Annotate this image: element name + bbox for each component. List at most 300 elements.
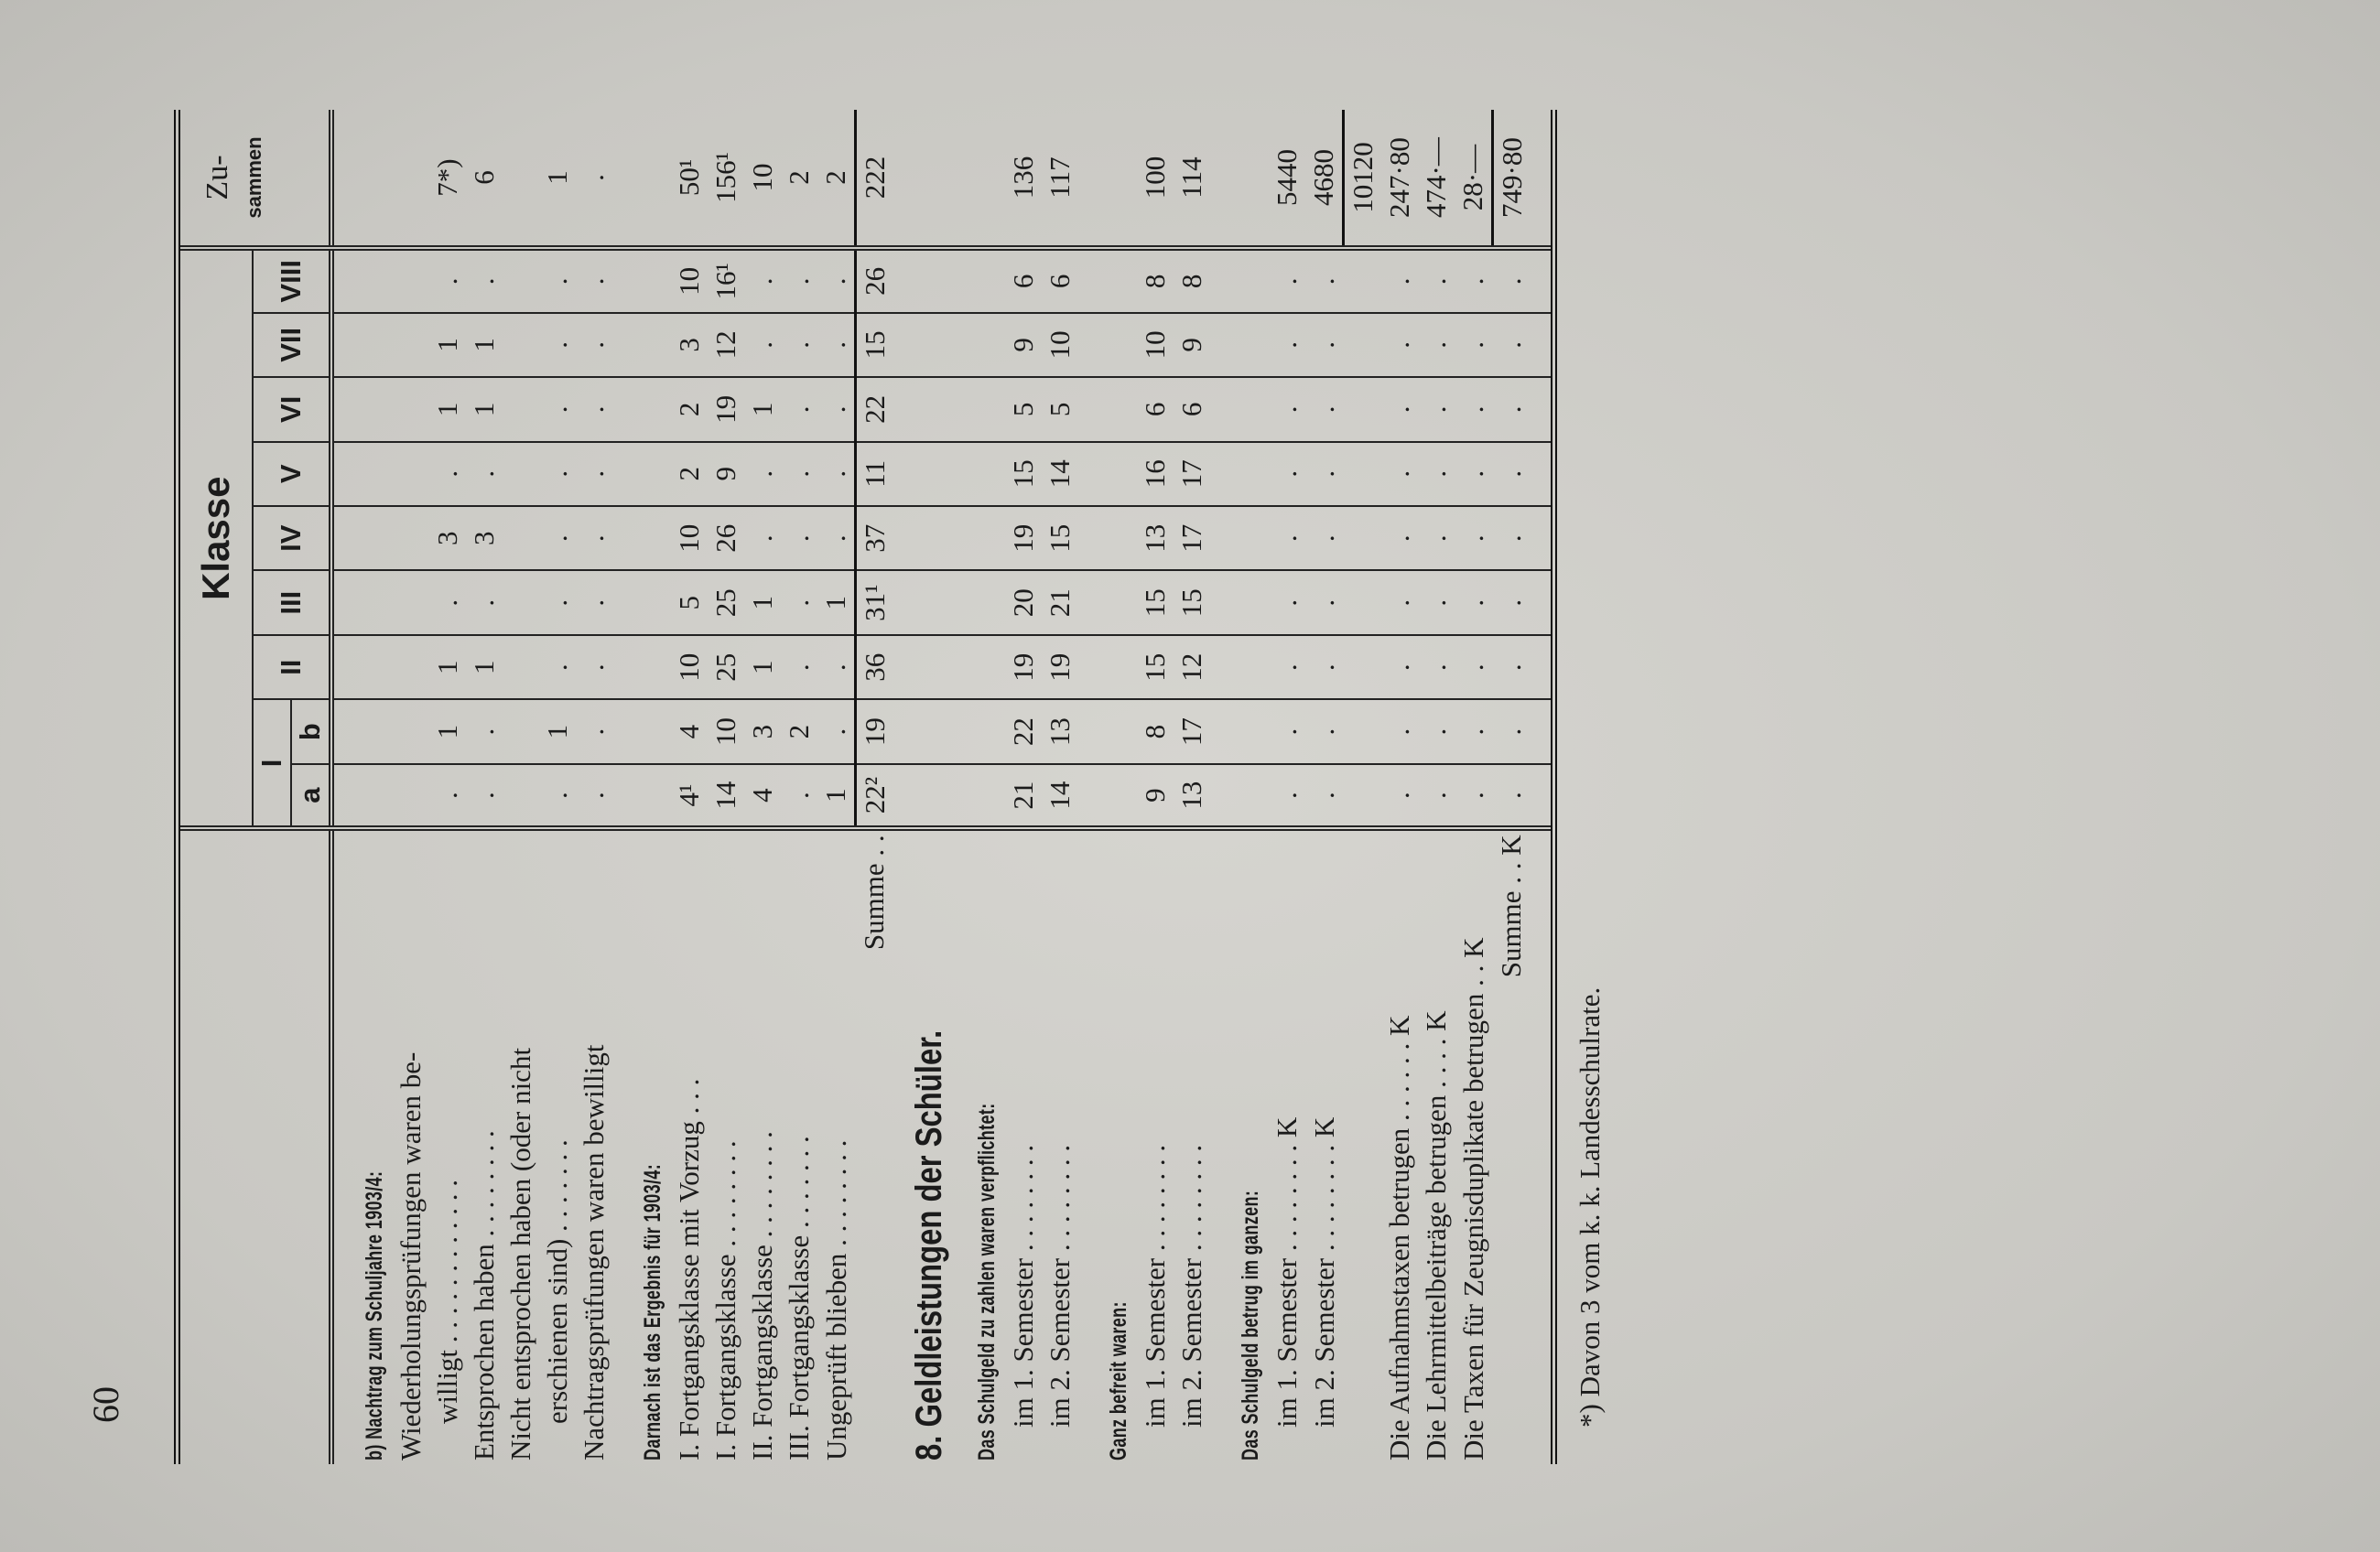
- value-cell: .: [576, 764, 612, 828]
- value-cell: 1: [466, 313, 503, 377]
- value-cell: 9: [1005, 313, 1042, 377]
- value-cell: .: [817, 506, 856, 570]
- table-row: [1005, 110, 1042, 1464]
- total-cell: 10: [744, 110, 781, 248]
- value-cell: 10: [1042, 313, 1078, 377]
- value-cell: .: [576, 506, 612, 570]
- value-cell: 6: [1137, 377, 1174, 441]
- money-row: [1455, 110, 1493, 1464]
- table-row: [817, 110, 856, 1464]
- total-cell: 2: [817, 110, 856, 248]
- value-cell: .: [781, 570, 817, 634]
- footnote: *) Davon 3 vom k. k. Landesschulrate.: [1574, 986, 1606, 1428]
- dot-cell: .: [1418, 764, 1455, 828]
- col-Ia: a: [291, 764, 331, 828]
- total-cell: 100: [1137, 110, 1174, 248]
- value-cell: 14: [708, 764, 744, 828]
- zusammen-label: Zu-: [200, 155, 234, 200]
- money-row: [1493, 110, 1531, 1464]
- dot-cell: .: [1418, 377, 1455, 441]
- value-cell: .: [576, 570, 612, 634]
- value-cell: .: [817, 699, 856, 763]
- value-cell: 10: [671, 635, 708, 699]
- dot-cell: .: [1381, 313, 1418, 377]
- value-cell: [393, 764, 429, 828]
- header-row-klasse: [178, 110, 254, 1464]
- dot-cell: .: [1455, 248, 1493, 313]
- value-cell: .: [539, 506, 576, 570]
- value-cell: 1: [817, 570, 856, 634]
- money-total: 749·80: [1493, 110, 1531, 248]
- value-cell: [503, 506, 539, 570]
- ergebnis-title-row: [633, 110, 671, 1464]
- row-label: im 1. Semester . . . . . . . .: [1137, 828, 1174, 1464]
- value-cell: 1: [744, 570, 781, 634]
- value-cell: .: [744, 506, 781, 570]
- value-cell: .: [744, 313, 781, 377]
- value-cell: 1: [466, 377, 503, 441]
- table-row: [576, 110, 612, 1464]
- dot-cell: .: [1381, 377, 1418, 441]
- page-number: 60: [85, 1386, 126, 1423]
- value-cell: 1: [466, 635, 503, 699]
- dot-cell: .: [1269, 506, 1305, 570]
- col-VI: VI: [253, 377, 331, 441]
- value-cell: 21: [1042, 570, 1078, 634]
- summe-label: Summe . .: [856, 828, 894, 1464]
- row-label: Ungeprüft blieben . . . . . . . .: [817, 828, 856, 1464]
- dot-cell: .: [1455, 570, 1493, 634]
- value-cell: 1: [429, 377, 466, 441]
- value-cell: .: [576, 248, 612, 313]
- value-cell: .: [781, 442, 817, 506]
- col-III: III: [253, 570, 331, 634]
- table-row: [671, 110, 708, 1464]
- dot-cell: .: [1269, 570, 1305, 634]
- table-row: [744, 110, 781, 1464]
- value-cell: [503, 764, 539, 828]
- value-cell: 9: [1174, 313, 1210, 377]
- value-cell: .: [429, 442, 466, 506]
- total-cell: [503, 110, 539, 248]
- document-page: [137, 110, 2307, 1464]
- total-cell: 50¹: [671, 110, 708, 248]
- row-label: Entsprochen haben . . . . . . . .: [466, 828, 503, 1464]
- value-cell: .: [817, 377, 856, 441]
- value-cell: [393, 699, 429, 763]
- total-cell: 1: [539, 110, 576, 248]
- value-cell: 19: [856, 699, 894, 763]
- value-cell: 10: [708, 699, 744, 763]
- money-label: im 1. Semester . . . . . . . . K: [1269, 828, 1305, 1464]
- money-total: 28·—: [1455, 110, 1493, 248]
- dot-cell: .: [1381, 506, 1418, 570]
- table-row: [466, 110, 503, 1464]
- value-cell: 4: [744, 764, 781, 828]
- value-cell: .: [539, 313, 576, 377]
- dot-cell: .: [1493, 506, 1531, 570]
- value-cell: 14: [1042, 442, 1078, 506]
- value-cell: 1: [744, 635, 781, 699]
- dot-cell: .: [1305, 570, 1344, 634]
- value-cell: 15: [1137, 570, 1174, 634]
- value-cell: .: [781, 248, 817, 313]
- value-cell: 36: [856, 635, 894, 699]
- value-cell: 5: [1005, 377, 1042, 441]
- value-cell: [503, 248, 539, 313]
- value-cell: [393, 570, 429, 634]
- total-cell: 156¹: [708, 110, 744, 248]
- row-label: Nicht entsprochen haben (oder nicht: [503, 828, 539, 1464]
- dot-cell: .: [1493, 764, 1531, 828]
- dot-cell: .: [1269, 248, 1305, 313]
- col-IV: IV: [253, 506, 331, 570]
- value-cell: .: [466, 699, 503, 763]
- schulgeld-title-row: [967, 110, 1005, 1464]
- row-label: III. Fortgangsklasse . . . . . . .: [781, 828, 817, 1464]
- table-row: [1174, 110, 1210, 1464]
- nachtrag-rows: [393, 110, 612, 1464]
- dot-cell: .: [1493, 570, 1531, 634]
- row-label: I. Fortgangsklasse . . . . . . . .: [708, 828, 744, 1464]
- value-cell: 4: [671, 699, 708, 763]
- dot-cell: .: [1381, 699, 1418, 763]
- value-cell: [503, 699, 539, 763]
- value-cell: [393, 248, 429, 313]
- value-cell: 8: [1137, 699, 1174, 763]
- value-cell: 22: [856, 377, 894, 441]
- value-cell: 8: [1137, 248, 1174, 313]
- row-label: erschienen sind) . . . . . . .: [539, 828, 576, 1464]
- dot-cell: .: [1305, 506, 1344, 570]
- dot-cell: .: [1418, 442, 1455, 506]
- value-cell: 5: [671, 570, 708, 634]
- value-cell: .: [817, 442, 856, 506]
- value-cell: 14: [1042, 764, 1078, 828]
- value-cell: .: [817, 635, 856, 699]
- col-Ib: b: [291, 699, 331, 763]
- value-cell: 15: [1137, 635, 1174, 699]
- total-cell: 136: [1005, 110, 1042, 248]
- value-cell: 15: [1005, 442, 1042, 506]
- dot-cell: .: [1305, 248, 1344, 313]
- dot-cell: .: [1455, 635, 1493, 699]
- value-cell: 4¹: [671, 764, 708, 828]
- dot-cell: .: [1493, 442, 1531, 506]
- value-cell: 19: [1042, 635, 1078, 699]
- value-cell: 15: [1042, 506, 1078, 570]
- value-cell: .: [539, 635, 576, 699]
- value-cell: 13: [1042, 699, 1078, 763]
- dot-cell: .: [1418, 570, 1455, 634]
- col-I: I: [253, 699, 291, 828]
- value-cell: 2: [671, 442, 708, 506]
- table-row: [1137, 110, 1174, 1464]
- row-label: willigt . . . . . . . . . . . .: [429, 828, 466, 1464]
- value-cell: .: [466, 570, 503, 634]
- row-label: im 2. Semester . . . . . . . .: [1174, 828, 1210, 1464]
- value-cell: 15: [1174, 570, 1210, 634]
- value-cell: .: [539, 442, 576, 506]
- value-cell: .: [539, 377, 576, 441]
- dot-cell: .: [1381, 635, 1418, 699]
- value-cell: 10: [671, 506, 708, 570]
- money-row: [1269, 110, 1305, 1464]
- value-cell: [393, 313, 429, 377]
- value-cell: 11: [856, 442, 894, 506]
- value-cell: .: [576, 699, 612, 763]
- geld-title-row: [893, 110, 967, 1464]
- total-cell: 7*): [429, 110, 466, 248]
- value-cell: 2: [781, 699, 817, 763]
- dot-cell: .: [1269, 442, 1305, 506]
- value-cell: 26: [856, 248, 894, 313]
- value-cell: .: [576, 313, 612, 377]
- betrug-rows: [1269, 110, 1344, 1464]
- table-row: [781, 110, 817, 1464]
- dot-cell: .: [1381, 442, 1418, 506]
- klasse-heading: Klasse: [178, 248, 254, 828]
- schulgeld-rows: [1005, 110, 1078, 1464]
- betrug-title: Das Schulgeld betrug im ganzen:: [1238, 1190, 1263, 1460]
- value-cell: .: [817, 248, 856, 313]
- money-row: [1305, 110, 1344, 1464]
- row-label: Wiederholungsprüfungen waren be-: [393, 828, 429, 1464]
- col-V: V: [253, 442, 331, 506]
- value-cell: .: [781, 635, 817, 699]
- value-cell: .: [781, 764, 817, 828]
- row-label: I. Fortgangsklasse mit Vorzug . . .: [671, 828, 708, 1464]
- dot-cell: .: [1269, 313, 1305, 377]
- value-cell: .: [781, 377, 817, 441]
- money-total: 5440: [1269, 110, 1305, 248]
- value-cell: 16¹: [708, 248, 744, 313]
- value-cell: 6: [1042, 248, 1078, 313]
- value-cell: [393, 506, 429, 570]
- zusammen-heading: [178, 110, 292, 248]
- money-row: [1381, 110, 1418, 1464]
- value-cell: [503, 313, 539, 377]
- betrug-sum: 10120: [1344, 110, 1382, 248]
- table-row: [539, 110, 576, 1464]
- dot-cell: .: [1269, 699, 1305, 763]
- dot-cell: .: [1455, 506, 1493, 570]
- schulgeld-title: Das Schulgeld zu zahlen waren verpflichtet:: [974, 1103, 1000, 1460]
- money-label: Die Lehrmittelbeiträge betrugen . . . . K: [1418, 828, 1455, 1464]
- value-cell: .: [539, 764, 576, 828]
- value-cell: 6: [1005, 248, 1042, 313]
- value-cell: 13: [1137, 506, 1174, 570]
- value-cell: .: [781, 313, 817, 377]
- value-cell: 9: [708, 442, 744, 506]
- value-cell: .: [744, 442, 781, 506]
- summe-row: [856, 110, 894, 1464]
- value-cell: 17: [1174, 699, 1210, 763]
- row-label: Nachtragsprüfungen waren bewilligt: [576, 828, 612, 1464]
- value-cell: 21: [1005, 764, 1042, 828]
- betrug-sum-row: [1344, 110, 1382, 1464]
- value-cell: 12: [708, 313, 744, 377]
- value-cell: 26: [708, 506, 744, 570]
- table-row: [429, 110, 466, 1464]
- value-cell: 3: [671, 313, 708, 377]
- zusammen-label-2: sammen: [242, 136, 265, 219]
- betrug-title-row: [1230, 110, 1269, 1464]
- value-cell: 3: [744, 699, 781, 763]
- value-cell: 15: [856, 313, 894, 377]
- value-cell: 1: [744, 377, 781, 441]
- dot-cell: .: [1305, 699, 1344, 763]
- dot-cell: .: [1455, 313, 1493, 377]
- value-cell: 9: [1137, 764, 1174, 828]
- ergebnis-summe: [856, 110, 894, 1464]
- total-cell: [393, 110, 429, 248]
- value-cell: [393, 635, 429, 699]
- dot-cell: .: [1493, 248, 1531, 313]
- nachtrag-title: b) Nachtrag zum Schuljahre 1903/4:: [362, 1170, 387, 1460]
- value-cell: 16: [1137, 442, 1174, 506]
- befreit-rows: [1137, 110, 1210, 1464]
- value-cell: [503, 570, 539, 634]
- dot-cell: .: [1269, 764, 1305, 828]
- value-cell: .: [429, 248, 466, 313]
- dot-cell: .: [1493, 313, 1531, 377]
- dot-cell: .: [1418, 635, 1455, 699]
- value-cell: 22: [1005, 699, 1042, 763]
- table-row: [708, 110, 744, 1464]
- value-cell: 22²: [856, 764, 894, 828]
- value-cell: 10: [671, 248, 708, 313]
- dot-cell: .: [1455, 377, 1493, 441]
- statistics-table: [174, 110, 1557, 1464]
- dot-cell: .: [1305, 377, 1344, 441]
- value-cell: 3: [466, 506, 503, 570]
- befreit-title-row: [1098, 110, 1137, 1464]
- money-total: 474·—: [1418, 110, 1455, 248]
- dot-cell: .: [1418, 506, 1455, 570]
- dot-cell: .: [1418, 248, 1455, 313]
- value-cell: .: [817, 313, 856, 377]
- value-cell: 13: [1174, 764, 1210, 828]
- dot-cell: .: [1493, 699, 1531, 763]
- value-cell: 25: [708, 570, 744, 634]
- value-cell: .: [429, 570, 466, 634]
- value-cell: .: [539, 570, 576, 634]
- dot-cell: .: [1418, 699, 1455, 763]
- table-row: [1042, 110, 1078, 1464]
- total-cell: 114: [1174, 110, 1210, 248]
- value-cell: .: [576, 635, 612, 699]
- total-cell: 6: [466, 110, 503, 248]
- value-cell: 17: [1174, 506, 1210, 570]
- value-cell: [503, 377, 539, 441]
- value-cell: 31¹: [856, 570, 894, 634]
- value-cell: 1: [429, 699, 466, 763]
- dot-cell: .: [1455, 442, 1493, 506]
- dot-cell: .: [1305, 764, 1344, 828]
- dot-cell: .: [1381, 764, 1418, 828]
- dot-cell: .: [1305, 442, 1344, 506]
- value-cell: 19: [708, 377, 744, 441]
- value-cell: 2: [671, 377, 708, 441]
- dot-cell: .: [1455, 764, 1493, 828]
- value-cell: 1: [539, 699, 576, 763]
- total-cell: 117: [1042, 110, 1078, 248]
- value-cell: [503, 442, 539, 506]
- value-cell: .: [576, 442, 612, 506]
- dot-cell: .: [1305, 313, 1344, 377]
- total-cell: .: [576, 110, 612, 248]
- value-cell: [503, 635, 539, 699]
- value-cell: 8: [1174, 248, 1210, 313]
- col-VIII: VIII: [253, 248, 331, 313]
- value-cell: [393, 377, 429, 441]
- value-cell: 37: [856, 506, 894, 570]
- value-cell: 25: [708, 635, 744, 699]
- value-cell: 6: [1174, 377, 1210, 441]
- dot-cell: .: [1269, 377, 1305, 441]
- table-row: [503, 110, 539, 1464]
- table-row: [393, 110, 429, 1464]
- row-label: im 1. Semester . . . . . . . .: [1005, 828, 1042, 1464]
- nachtrag-title-row: [354, 110, 393, 1464]
- value-cell: 1: [817, 764, 856, 828]
- value-cell: [393, 442, 429, 506]
- money-total: 4680: [1305, 110, 1344, 248]
- value-cell: 1: [429, 635, 466, 699]
- ergebnis-rows: [671, 110, 856, 1464]
- total-cell: 222: [856, 110, 894, 248]
- value-cell: 20: [1005, 570, 1042, 634]
- value-cell: .: [539, 248, 576, 313]
- total-cell: 2: [781, 110, 817, 248]
- value-cell: 10: [1137, 313, 1174, 377]
- dot-cell: .: [1493, 377, 1531, 441]
- taxen-rows: [1381, 110, 1531, 1464]
- value-cell: .: [466, 442, 503, 506]
- geld-title: 8. Geldleistungen der Schüler.: [908, 1029, 949, 1460]
- value-cell: 3: [429, 506, 466, 570]
- money-label: Die Taxen für Zeugnisduplikate betrugen . . K: [1455, 828, 1493, 1464]
- money-total: 247·80: [1381, 110, 1418, 248]
- dot-cell: .: [1269, 635, 1305, 699]
- money-label: Summe . . K: [1493, 828, 1531, 1464]
- row-label: II. Fortgangsklasse . . . . . . . .: [744, 828, 781, 1464]
- dot-cell: .: [1305, 635, 1344, 699]
- col-VII: VII: [253, 313, 331, 377]
- value-cell: .: [781, 506, 817, 570]
- value-cell: .: [466, 248, 503, 313]
- value-cell: 12: [1174, 635, 1210, 699]
- value-cell: .: [466, 764, 503, 828]
- row-label: im 2. Semester . . . . . . . .: [1042, 828, 1078, 1464]
- value-cell: 17: [1174, 442, 1210, 506]
- value-cell: .: [429, 764, 466, 828]
- dot-cell: .: [1418, 313, 1455, 377]
- money-label: im 2. Semester . . . . . . . . K: [1305, 828, 1344, 1464]
- dot-cell: .: [1381, 248, 1418, 313]
- value-cell: 19: [1005, 635, 1042, 699]
- value-cell: 5: [1042, 377, 1078, 441]
- dot-cell: .: [1493, 635, 1531, 699]
- ergebnis-title: Darnach ist das Ergebnis für 1903/4:: [640, 1163, 665, 1460]
- col-II: II: [253, 635, 331, 699]
- value-cell: .: [744, 248, 781, 313]
- value-cell: 1: [429, 313, 466, 377]
- money-row: [1418, 110, 1455, 1464]
- dot-cell: .: [1381, 570, 1418, 634]
- befreit-title: Ganz befreit waren:: [1106, 1301, 1131, 1460]
